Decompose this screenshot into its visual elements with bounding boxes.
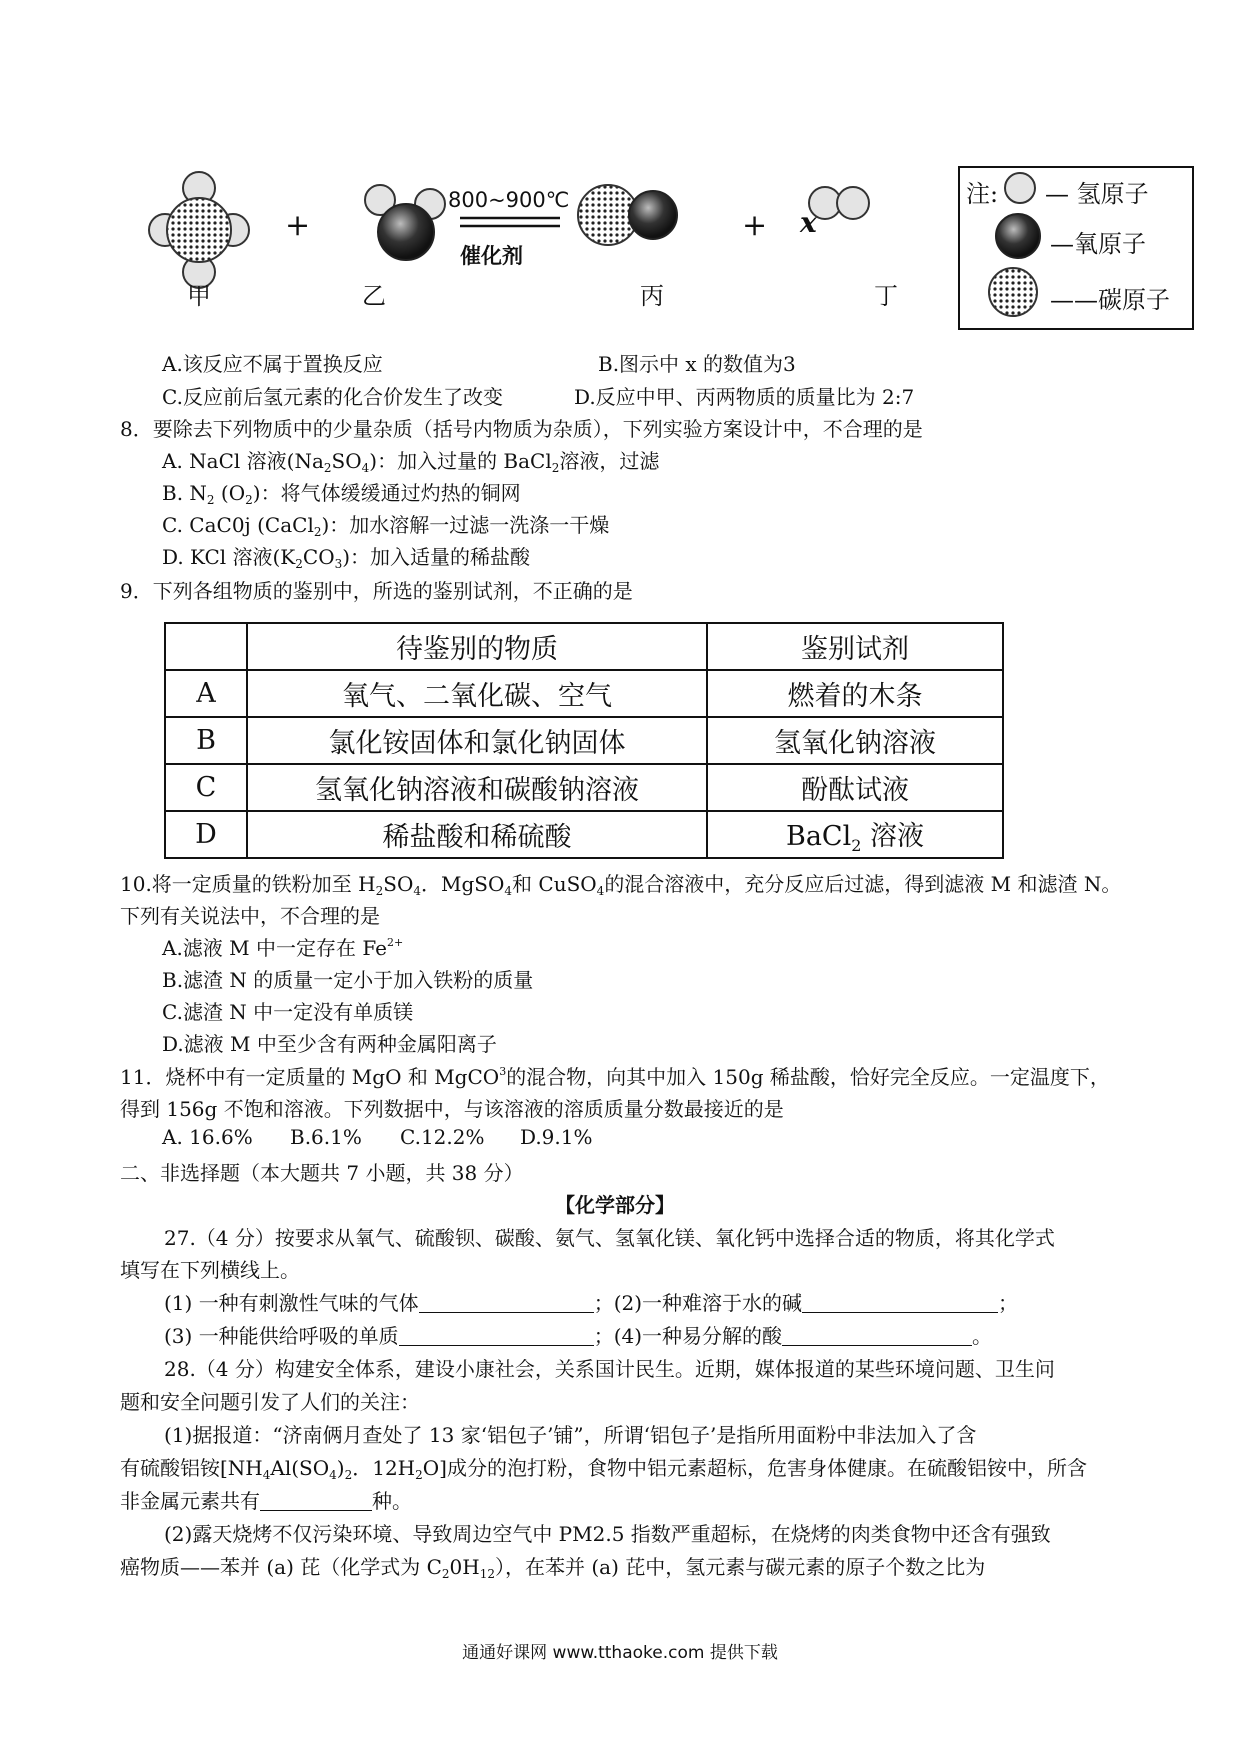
q11-option-a: A. 16.6% (162, 1125, 253, 1149)
q10-option-a: A.滤液 M 中一定存在 $Fe^{2+}$ (162, 936, 404, 960)
legend-oxygen-label: —氧原子 (1050, 230, 1146, 258)
q8-option-c: C. CaC0j (CaCl$_2$)：加水溶解一过滤一洗涤一干燥 (162, 513, 610, 539)
label-ding: 丁 (874, 282, 898, 310)
carbon-monoxide-molecule (578, 185, 677, 245)
q28-p2-line1: (2)露天烧烤不仅污染环境、导致周边空气中 PM2.5 指数严重超标，在烧烤的肉类食物中还含有强致 (164, 1522, 1051, 1546)
chem-part-title: 【化学部分】 (555, 1193, 675, 1217)
coefficient-x: x (800, 206, 817, 239)
table-row: D 稀盐酸和稀硫酸 BaCl$_2$ 溶液 (165, 811, 1003, 858)
q8-option-b: B. $N_2$ $(O_2)$：将气体缓缓通过灼热的铜网 (162, 481, 521, 507)
legend-carbon-label: ——碳原子 (1050, 286, 1170, 314)
q10-line2: 下列有关说法中，不合理的是 (120, 904, 380, 928)
hydrogen-molecule (809, 187, 869, 219)
q10-line1: 10.将一定质量的铁粉加至 $H_2SO_4$．MgSO$_4$和 CuSO$_4$的混合溶液中，充分反应后过滤，得到滤液 M 和滤渣 N。 (120, 872, 1122, 898)
water-molecule (365, 185, 445, 260)
q7-option-b: B.图示中 x 的数值为3 (598, 352, 796, 376)
table-row: A 氧气、二氧化碳、空气 燃着的木条 (165, 670, 1003, 717)
q7-option-d: D.反应中甲、丙两物质的质量比为 2:7 (574, 385, 915, 409)
q28-line1: 28.（4 分）构建安全体系，建设小康社会，关系国计民生。近期，媒体报道的某些环境问题、卫生问 (164, 1357, 1055, 1381)
q9-table (164, 622, 1004, 859)
q27-line2: 填写在下列横线上。 (120, 1258, 300, 1282)
plus-sign-2: + (742, 208, 768, 243)
q10-option-d: D.滤液 M 中至少含有两种金属阳离子 (162, 1032, 497, 1056)
label-jia: 甲 (187, 282, 211, 310)
q10-option-b: B.滤渣 N 的质量一定小于加入铁粉的质量 (162, 968, 534, 992)
label-yi: 乙 (362, 282, 386, 310)
section-heading: 二、非选择题（本大题共 7 小题，共 38 分） (120, 1161, 524, 1185)
q28-p1-line2: 有硫酸铝铵[$NH_4Al(SO_4)_2$．$12H_2O$]成分的泡打粉，食物中铝元素超标，危害身体健康。在硫酸铝铵中，所含 (120, 1456, 1087, 1482)
table-row: C 氢氧化钠溶液和碳酸钠溶液 酚酞试液 (165, 764, 1003, 811)
answer-blank[interactable] (399, 1327, 594, 1346)
plus-sign-1: + (285, 208, 311, 243)
q27-line1: 27.（4 分）按要求从氧气、硫酸钡、碳酸、氨气、氢氧化镁、氧化钙中选择合适的物质，将其化学式 (164, 1226, 1055, 1250)
q11-option-c: C.12.2% (400, 1125, 485, 1149)
q28-p1-line3: 非金属元素共有 种。 (120, 1489, 412, 1513)
answer-blank[interactable] (782, 1327, 972, 1346)
q11-option-b: B.6.1% (290, 1125, 362, 1149)
condition-catalyst: 催化剂 (460, 243, 523, 268)
table-header-row: 待鉴别的物质 鉴别试剂 (165, 623, 1003, 670)
condition-temperature: 800~900℃ (448, 188, 570, 212)
q8-option-a: A. NaCl 溶液$(Na_2SO_4)$：加入过量的 BaCl$_2$溶液，过滤 (162, 449, 660, 475)
answer-blank[interactable] (260, 1492, 372, 1511)
table-row: B 氯化铵固体和氯化钠固体 氢氧化钠溶液 (165, 717, 1003, 764)
q8-stem: 8．要除去下列物质中的少量杂质（括号内物质为杂质），下列实验方案设计中，不合理的是 (120, 417, 923, 441)
q28-p1-line1: (1)据报道：“济南俩月查处了 13 家‘铝包子’铺”，所谓‘铝包子’是指所用面粉中非法加入了含 (164, 1423, 977, 1447)
q27-item-3-4: (3) 一种能供给呼吸的单质 ；(4)一种易分解的酸 。 (164, 1324, 993, 1348)
q27-item-1-2: (1) 一种有刺激性气味的气体 ；(2)一种难溶于水的碱 ； (164, 1291, 1019, 1315)
q7-option-c: C.反应前后氢元素的化合价发生了改变 (162, 385, 503, 409)
legend-hydrogen-label: — 氢原子 (1045, 180, 1149, 208)
q28-line2: 题和安全问题引发了人们的关注： (120, 1390, 420, 1414)
label-bing: 丙 (640, 282, 664, 310)
q11-line2: 得到 156g 不饱和溶液。下列数据中，与该溶液的溶质质量分数最接近的是 (120, 1097, 784, 1121)
answer-blank[interactable] (802, 1294, 998, 1313)
methane-molecule (149, 172, 249, 288)
q11-line1: 11．烧杯中有一定质量的 MgO 和 MgCO$^3$的混合物，向其中加入 150g 稀盐酸，恰好完全反应。一定温度下， (120, 1065, 1110, 1089)
q8-option-d: D. KCl 溶液$(K_2CO_3)$：加入适量的稀盐酸 (162, 545, 531, 571)
q11-option-d: D.9.1% (520, 1125, 593, 1149)
page-footer: 通通好课网 www.tthaoke.com 提供下载 (462, 1643, 778, 1663)
q10-option-c: C.滤渣 N 中一定没有单质镁 (162, 1000, 414, 1024)
q9-stem: 9．下列各组物质的鉴别中，所选的鉴别试剂，不正确的是 (120, 579, 633, 603)
answer-blank[interactable] (419, 1294, 594, 1313)
q28-p2-line2: 癌物质——苯并 (a) 芘（化学式为 $C_20H_{12}$），在苯并 (a) 芘中，氢元素与碳元素的原子个数之比为 (120, 1555, 986, 1581)
legend-note: 注: (966, 180, 999, 208)
q7-option-a: A.该反应不属于置换反应 (162, 352, 383, 376)
